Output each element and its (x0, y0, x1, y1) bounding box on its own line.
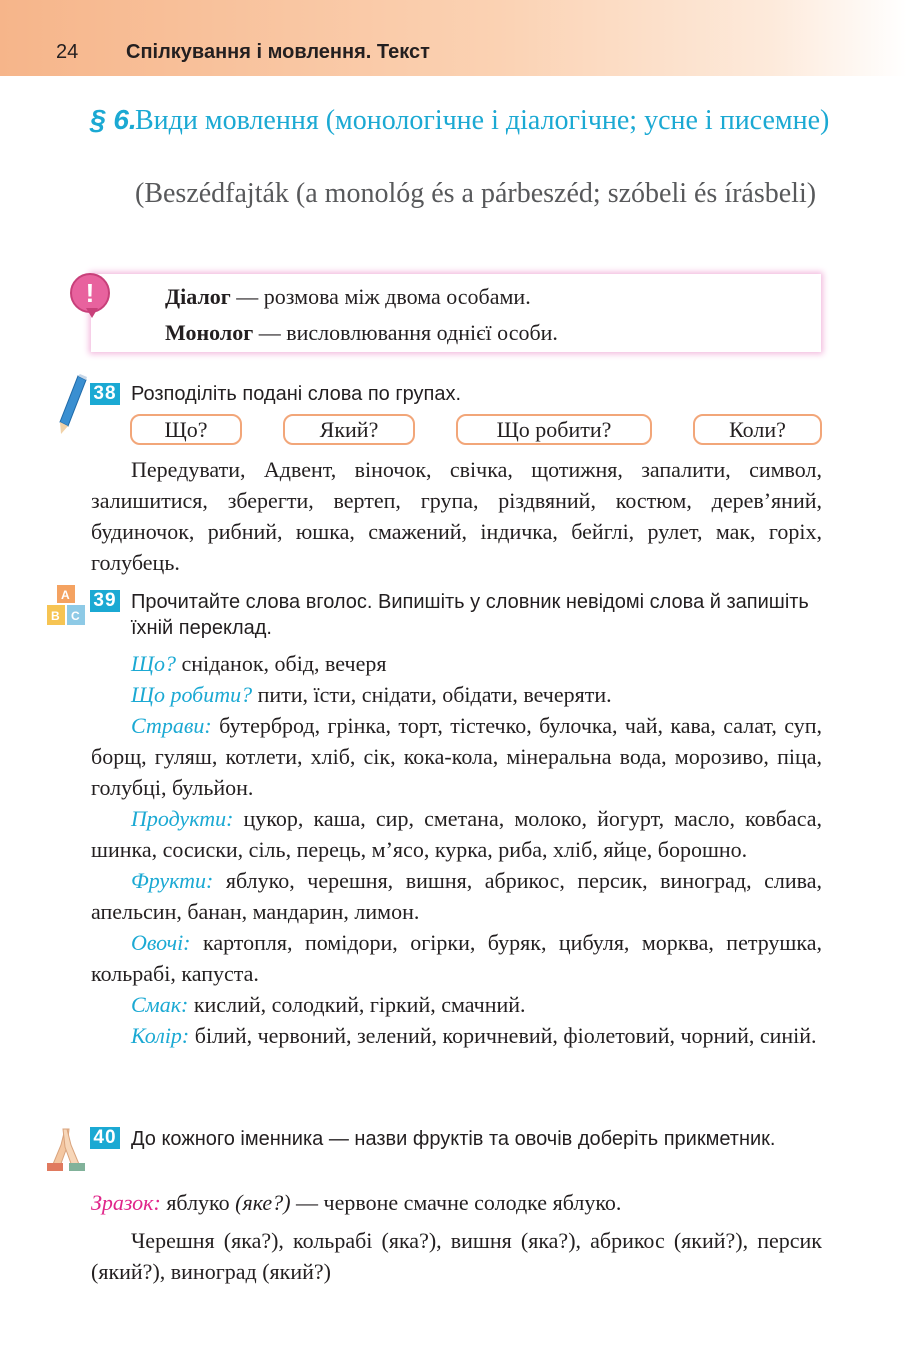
exercise-38-number: 38 (90, 383, 120, 405)
exercise-39-task: Прочитайте слова вголос. Випишіть у словник невідомі слова й запишіть їхній переклад. (131, 591, 809, 639)
definition-dialog: Діалог — розмова між двома особами. (165, 284, 531, 309)
vocab-line: Що? сніданок, обід, вечеря (131, 651, 387, 676)
exercise-38-task: Розподіліть подані слова по групах. (131, 383, 462, 405)
vocab-line: Страви: бутерброд, грінка, торт, тістечко, булочка, чай, кава, салат, суп, борщ, гуляш, котлети, хліб, сік, кока-кола, мінеральна вода, морозиво, піца, голубці, бульйон. (91, 713, 822, 800)
running-title: Спілкування і мовлення. Текст (126, 41, 430, 63)
section-number: § 6. (90, 104, 137, 135)
vocab-line: Смак: кислий, солодкий, гіркий, смачний. (131, 992, 526, 1017)
vocab-line: Фрукти: яблуко, черешня, вишня, абрикос, персик, виноград, слива, апельсин, банан, мандарин, лимон. (91, 868, 822, 924)
vocab-line: Що робити? пити, їсти, снідати, обідати, вечеряти. (131, 682, 612, 707)
exercise-40-items: Черешня (яка?), кольрабі (яка?), вишня (яка?), абрикос (який?), персик (який?), виноград (який?) (91, 1228, 822, 1284)
exercise-38-words: Передувати, Адвент, віночок, свічка, щотижня, запалити, символ, залишитися, зберегти, вертеп, група, різдвяний, костюм, дерев’яний, будиночок, рибний, юшка, смажений, індичка, бейглі, рулет, мак, горіх, голубець. (91, 457, 822, 575)
exclamation-bubble-icon: ! (70, 273, 110, 313)
vocab-line: Продукти: цукор, каша, сир, сметана, молоко, йогурт, масло, ковбаса, шинка, сосиски, сіль, перець, м’ясо, курка, риба, хліб, яйце, борошно. (91, 806, 822, 862)
sample-line: Зразок: яблуко (яке?) — червоне смачне солодке яблуко. (91, 1190, 622, 1215)
alphabet-blocks-icon (47, 585, 89, 627)
definition-box (91, 274, 821, 352)
exercise-40-task: До кожного іменника — назви фруктів та овочів доберіть прикметник. (131, 1128, 776, 1150)
pencil-icon (56, 374, 88, 436)
section-subtitle: (Beszédfajták (a monológ és a párbeszéd; szóbeli és írásbeli) (135, 178, 817, 209)
exclamation-bubble-tail (86, 308, 98, 318)
group-pill-which: Який? (283, 414, 415, 445)
svg-text:C: C (71, 609, 80, 623)
svg-text:B: B (51, 609, 60, 623)
section-title: Види мовлення (монологічне і діалогічне; усне і писемне) (135, 105, 830, 136)
svg-text:A: A (61, 588, 70, 602)
group-pill-when: Коли? (693, 414, 822, 445)
page-header (0, 0, 907, 76)
hands-icon (43, 1123, 89, 1171)
page-number: 24 (56, 41, 79, 63)
vocab-line: Овочі: картопля, помідори, огірки, буряк, цибуля, морква, петрушка, кольрабі, капуста. (91, 930, 822, 986)
group-pill-what: Що? (130, 414, 242, 445)
exercise-39-number: 39 (90, 590, 120, 612)
definition-monolog: Монолог — висловлювання однієї особи. (165, 320, 558, 345)
exercise-39-vocabulary (91, 648, 822, 1051)
group-pill-what-to-do: Що робити? (456, 414, 652, 445)
exercise-40-number: 40 (90, 1127, 120, 1149)
exercise-40-sample (91, 1187, 822, 1218)
vocab-line: Колір: білий, червоний, зелений, коричневий, фіолетовий, чорний, синій. (131, 1023, 817, 1048)
